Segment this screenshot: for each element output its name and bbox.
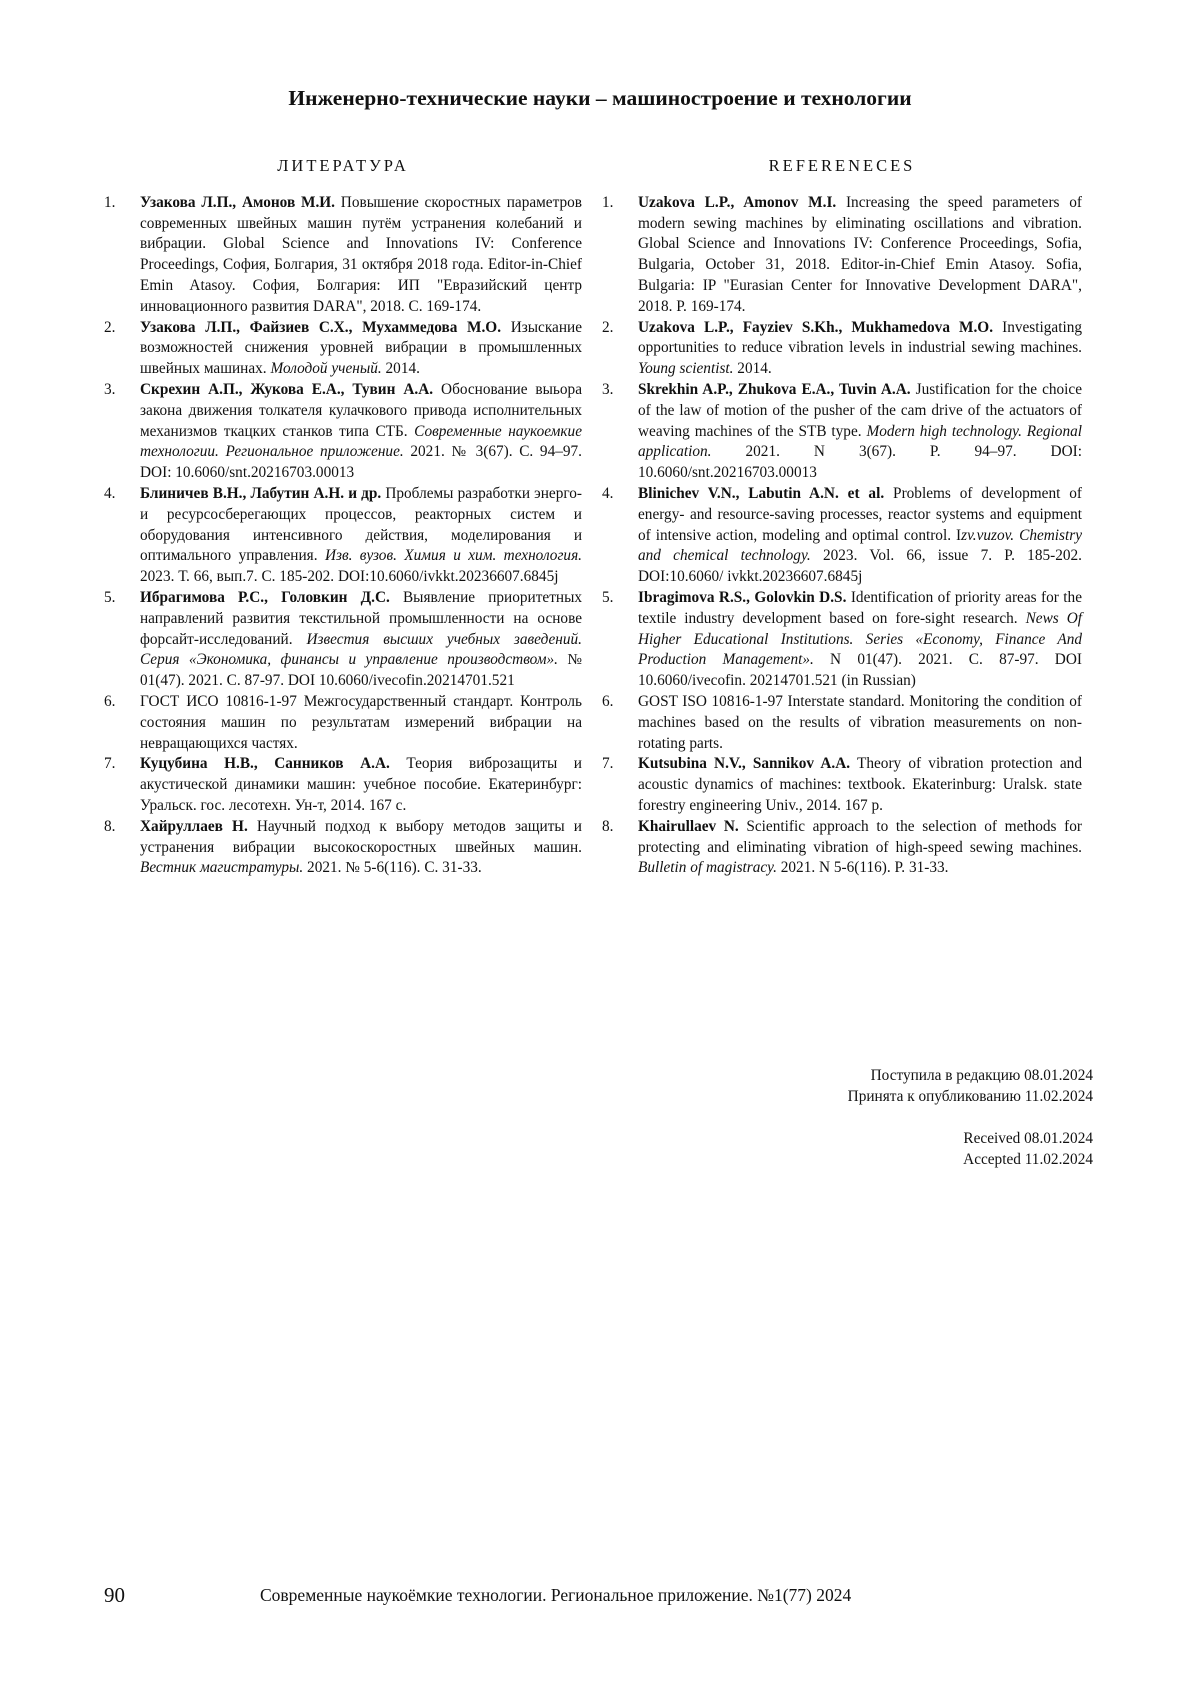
references-russian xyxy=(104,156,582,879)
reference-source: Вестник магистратуры. xyxy=(140,859,304,877)
page-footer xyxy=(0,1583,1200,1613)
reference-details: Theory of vibration protection and acoustic dynamics of machines: textbook. Ekaterinburg: Uralsk. state forestry engineering Univ., 2014. 167 p. xyxy=(638,755,1082,814)
reference-authors: Скрехин А.П., Жукова Е.А., Тувин А.А. xyxy=(140,380,434,398)
reference-item xyxy=(104,754,582,816)
reference-number: 7. xyxy=(602,755,614,773)
page-number: 90 xyxy=(104,1583,125,1607)
reference-item xyxy=(104,692,582,754)
reference-number: 2. xyxy=(104,318,116,336)
reference-details: Изыскание возможностей снижения уровней вибрации в промышленных швейных машинах. xyxy=(140,318,582,378)
reference-number: 3. xyxy=(104,380,116,398)
reference-details: Increasing the speed parameters of modern sewing machines by eliminating oscillations and vibration. Global Science and Innovations IV: Conference Proceedings, Sofia, Bulgaria, October 31, 2018. Editor-in-Chief Emin Atasoy. Sofia, Bulgaria: IP "Eurasian Center for Innovative Development DARA", 2018. P. 169-174. xyxy=(638,193,1082,315)
reference-item xyxy=(104,193,582,318)
reference-number: 2. xyxy=(602,318,614,336)
reference-source: Modern high technology. Regional application. xyxy=(638,422,1082,461)
reference-details: Justification for the choice of the law of motion of the pusher of the cam drive of the actuators of weaving machines of the STB type. xyxy=(638,380,1082,440)
reference-authors: Uzakova L.P., Amonov M.I. xyxy=(638,193,837,211)
reference-item xyxy=(104,484,582,588)
received-date-en: Received 08.01.2024 xyxy=(963,1130,1093,1147)
references-title-en: REFERENECES xyxy=(768,156,916,175)
reference-number: 6. xyxy=(104,692,116,710)
reference-item xyxy=(104,588,582,692)
reference-authors: Ибрагимова Р.С., Головкин Д.С. xyxy=(140,588,390,606)
reference-details: 2021. № 5-6(116). С. 31-33. xyxy=(303,859,482,877)
reference-authors: Блиничев В.Н., Лабутин А.Н. и др. xyxy=(140,484,382,502)
reference-text xyxy=(140,193,582,318)
reference-details: 2021. № 3(67). С. 94–97. DOI: 10.6060/snt.20216703.00013 xyxy=(140,443,582,482)
reference-number: 4. xyxy=(104,484,116,502)
reference-number: 6. xyxy=(602,692,614,710)
reference-authors: Skrekhin A.P., Zhukova E.A., Tuvin A.A. xyxy=(638,380,911,398)
journal-title: Современные наукоёмкие технологии. Региональное приложение. №1(77) 2024 xyxy=(260,1585,852,1605)
reference-number: 7. xyxy=(104,755,116,773)
reference-item xyxy=(104,817,582,879)
reference-details: Scientific approach to the selection of methods for protecting and eliminating vibration of high-speed sewing machines. xyxy=(638,817,1082,856)
reference-details: GOST ISO 10816-1-97 Interstate standard. Monitoring the condition of machines based on the results of vibration measurements on non-rotating parts. xyxy=(638,692,1082,752)
reference-details: 2021. N 3(67). P. 94–97. DOI: 10.6060/snt.20216703.00013 xyxy=(638,443,1082,482)
reference-details: 2014. xyxy=(733,360,772,378)
reference-details: ГОСТ ИСО 10816-1-97 Межгосударственный стандарт. Контроль состояния машин по результатам измерений вибрации на невращающихся частях. xyxy=(140,692,582,752)
reference-authors: Хайруллаев Н. xyxy=(140,817,248,835)
reference-details: 2021. N 5-6(116). P. 31-33. xyxy=(776,859,949,877)
reference-text xyxy=(638,318,1082,380)
reference-text xyxy=(140,692,582,754)
reference-details: Investigating opportunities to reduce vibration levels in industrial sewing machines. xyxy=(638,318,1082,357)
page-header: Инженерно-технические науки – машиностроение и технологии xyxy=(288,86,912,110)
reference-details: № 01(47). 2021. С. 87-97. DOI 10.6060/ivecofin.20214701.521 xyxy=(140,651,582,690)
reference-item xyxy=(602,588,1082,692)
reference-details: 2014. xyxy=(381,360,420,378)
reference-text xyxy=(638,193,1082,318)
reference-source: Изв. вузов. Химия и хим. технология. xyxy=(324,547,583,565)
reference-details: Problems of development of energy- and resource-saving processes, reactor systems and equipment of intensive action, modeling and optimal control. I xyxy=(638,484,1082,544)
reference-text xyxy=(140,588,582,692)
reference-source: Молодой ученый. xyxy=(270,360,382,378)
reference-text xyxy=(638,692,1082,754)
reference-item xyxy=(104,380,582,484)
reference-text xyxy=(638,484,1082,588)
reference-authors: Ibragimova R.S., Golovkin D.S. xyxy=(638,588,847,606)
reference-source: Bulletin of magistracy. xyxy=(638,859,777,877)
reference-details: Выявление приоритетных направлений развития текстильной промышленности на основе форсайт-исследований. xyxy=(140,588,582,648)
reference-number: 1. xyxy=(104,193,116,211)
reference-authors: Куцубина Н.В., Санников А.А. xyxy=(140,755,390,773)
reference-text xyxy=(140,380,582,484)
accepted-date-ru: Принята к опубликованию 11.02.2024 xyxy=(847,1087,1093,1105)
reference-authors: Uzakova L.P., Fayziev S.Kh., Mukhamedova M.O. xyxy=(638,318,994,336)
reference-authors: Kutsubina N.V., Sannikov A.A. xyxy=(638,755,851,773)
reference-authors: Узакова Л.П., Файзиев С.Х., Мухаммедова М.О. xyxy=(140,318,502,336)
reference-text xyxy=(638,380,1082,484)
references-english xyxy=(602,156,1082,879)
reference-text xyxy=(638,754,1082,816)
reference-number: 8. xyxy=(104,817,116,835)
submission-dates-ru xyxy=(848,1066,1093,1108)
reference-source: Известия высших учебных заведений. Серия «Экономика, финансы и управление производством». xyxy=(140,630,583,669)
reference-number: 8. xyxy=(602,817,614,835)
reference-item xyxy=(602,817,1082,879)
reference-details: Identification of priority areas for the textile industry development based on fore-sight research. xyxy=(638,588,1082,627)
references-title-ru: ЛИТЕРАТУРА xyxy=(277,156,409,175)
reference-text xyxy=(140,484,582,588)
reference-authors: Blinichev V.N., Labutin A.N. et al. xyxy=(638,484,885,502)
reference-source: Современные наукоемкие технологии. Региональное приложение. xyxy=(140,422,582,461)
reference-source: News Of Higher Educational Institutions. Series «Economy, Finance And Production Management». xyxy=(638,609,1082,669)
reference-details: 2023. Т. 66, вып.7. С. 185-202. DOI:10.6060/ivkkt.20236607.6845j xyxy=(140,568,559,586)
reference-item xyxy=(602,318,1082,380)
reference-item xyxy=(104,318,582,380)
received-date-ru: Поступила в редакцию 08.01.2024 xyxy=(870,1067,1093,1084)
reference-item xyxy=(602,484,1082,588)
reference-source: Young scientist. xyxy=(638,360,734,378)
submission-dates-en xyxy=(963,1129,1093,1171)
reference-text xyxy=(140,817,582,879)
reference-number: 5. xyxy=(602,588,614,606)
reference-item xyxy=(602,754,1082,816)
reference-item xyxy=(602,692,1082,754)
reference-number: 1. xyxy=(602,193,614,211)
reference-item xyxy=(602,380,1082,484)
reference-number: 5. xyxy=(104,588,116,606)
accepted-date-en: Accepted 11.02.2024 xyxy=(963,1150,1093,1168)
reference-authors: Khairullaev N. xyxy=(638,817,739,835)
reference-details: N 01(47). 2021. C. 87-97. DOI 10.6060/ivecofin. 20214701.521 (in Russian) xyxy=(638,651,1082,690)
reference-number: 3. xyxy=(602,380,614,398)
reference-details: Повышение скоростных параметров современных швейных машин путём устранения колебаний и вибрации. Global Science and Innovations IV: Conference Proceedings, София, Болгария, 31 октября 2018 года. Editor-in-Chief Emin Atasoy. София, Болгария: ИП "Евразийский центр инновационного развития DARA", 2018. С. 169-174. xyxy=(140,193,582,315)
reference-text xyxy=(638,588,1082,692)
reference-text xyxy=(140,754,582,816)
reference-details: Проблемы разработки энерго- и ресурсосберегающих процессов, реакторных систем и оборудования интенсивного действия, моделирования и оптимального управления. xyxy=(140,484,582,565)
reference-details: Обоснование выьора закона движения толкателя кулачкового привода исполнительных механизмов ткацких станков типа СТБ. xyxy=(140,380,582,440)
reference-number: 4. xyxy=(602,484,614,502)
reference-authors: Узакова Л.П., Амонов М.И. xyxy=(140,193,335,211)
reference-item xyxy=(602,193,1082,318)
reference-text xyxy=(140,318,582,380)
reference-details: Научный подход к выбору методов защиты и устранения вибрации высокоскоростных швейных машин. xyxy=(140,817,582,856)
reference-text xyxy=(638,817,1082,879)
reference-details: 2023. Vol. 66, issue 7. P. 185-202. DOI:10.6060/ ivkkt.20236607.6845j xyxy=(638,547,1082,586)
reference-source: zv.vuzov. Chemistry and chemical technology. xyxy=(638,526,1083,565)
reference-details: Теория виброзащиты и акустической динамики машин: учебное пособие. Екатеринбург: Уральск. гос. лесотехн. Ун-т, 2014. 167 с. xyxy=(140,755,582,814)
